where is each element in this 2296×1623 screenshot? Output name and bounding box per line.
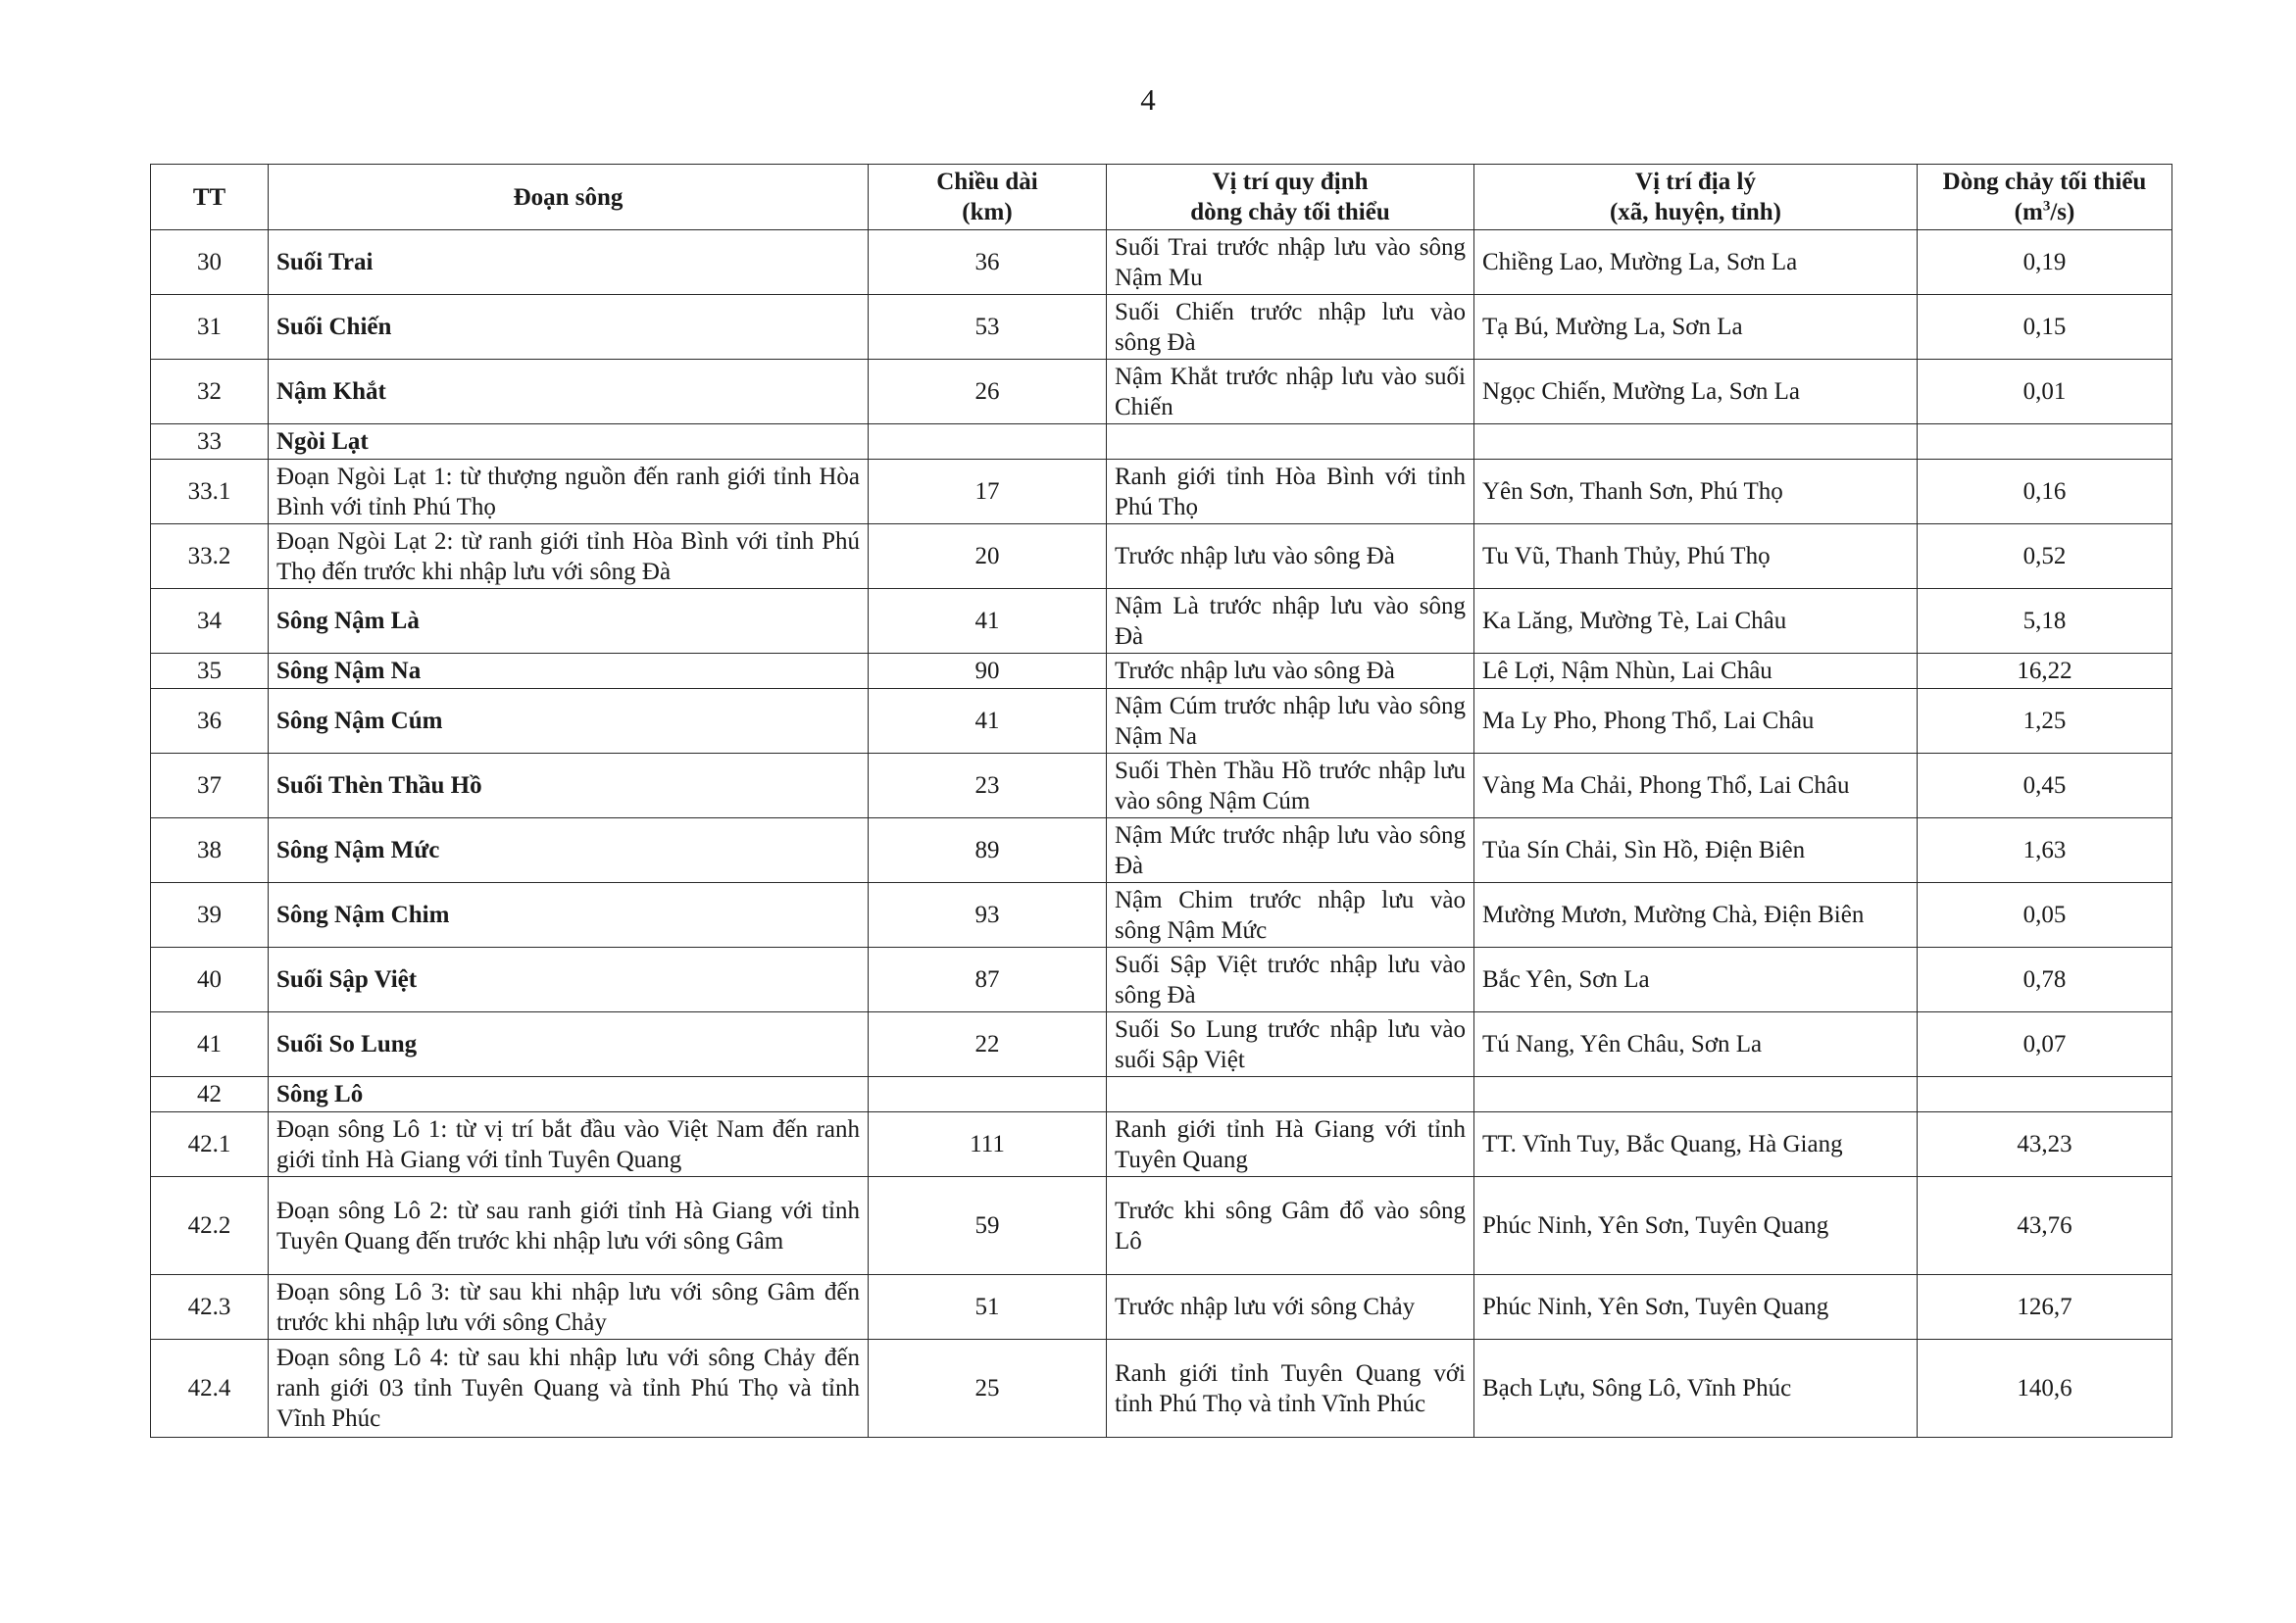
cell-location: Ngọc Chiến, Mường La, Sơn La — [1474, 360, 1918, 424]
header-location — [1474, 165, 1918, 230]
cell-segment: Sông Nậm Cúm — [269, 689, 869, 754]
table-row — [151, 295, 2172, 360]
cell-length: 20 — [869, 524, 1107, 589]
cell-position: Nậm Chim trước nhập lưu vào sông Nậm Mức — [1107, 883, 1474, 948]
cell-flow: 0,52 — [1918, 524, 2172, 589]
cell-flow: 140,6 — [1918, 1340, 2172, 1438]
table-row — [151, 948, 2172, 1012]
cell-segment: Đoạn Ngòi Lạt 2: từ ranh giới tỉnh Hòa Bình với tỉnh Phú Thọ đến trước khi nhập lưu với sông Đà — [269, 524, 869, 589]
cell-tt: 42.3 — [151, 1275, 269, 1340]
cell-position: Ranh giới tỉnh Hà Giang với tỉnh Tuyên Quang — [1107, 1112, 1474, 1177]
cell-length: 90 — [869, 654, 1107, 689]
cell-position: Nậm Khắt trước nhập lưu vào suối Chiến — [1107, 360, 1474, 424]
cell-position: Trước nhập lưu với sông Chảy — [1107, 1275, 1474, 1340]
table-row — [151, 754, 2172, 818]
table-row — [151, 360, 2172, 424]
cell-tt: 39 — [151, 883, 269, 948]
header-flow-unit-tail: /s) — [2050, 199, 2075, 225]
cell-length: 89 — [869, 818, 1107, 883]
table-row — [151, 460, 2172, 524]
table-row — [151, 689, 2172, 754]
cell-location: TT. Vĩnh Tuy, Bắc Quang, Hà Giang — [1474, 1112, 1918, 1177]
cell-tt: 41 — [151, 1012, 269, 1077]
cell-flow — [1918, 424, 2172, 460]
table-row — [151, 883, 2172, 948]
header-length — [869, 165, 1107, 230]
cell-segment: Nậm Khắt — [269, 360, 869, 424]
cell-segment: Sông Lô — [269, 1077, 869, 1112]
cell-segment: Suối Sập Việt — [269, 948, 869, 1012]
cell-tt: 35 — [151, 654, 269, 689]
cell-flow: 43,23 — [1918, 1112, 2172, 1177]
cell-flow: 0,07 — [1918, 1012, 2172, 1077]
cell-segment: Đoạn sông Lô 3: từ sau khi nhập lưu với sông Gâm đến trước khi nhập lưu với sông Chảy — [269, 1275, 869, 1340]
table-row — [151, 1275, 2172, 1340]
table-row — [151, 1340, 2172, 1438]
cell-segment: Suối Trai — [269, 230, 869, 295]
cell-position: Ranh giới tỉnh Tuyên Quang với tỉnh Phú Thọ và tỉnh Vĩnh Phúc — [1107, 1340, 1474, 1438]
cell-length: 111 — [869, 1112, 1107, 1177]
cell-segment: Sông Nậm Na — [269, 654, 869, 689]
cell-location: Phúc Ninh, Yên Sơn, Tuyên Quang — [1474, 1275, 1918, 1340]
table-row — [151, 424, 2172, 460]
cell-tt: 42.4 — [151, 1340, 269, 1438]
cell-segment: Ngòi Lạt — [269, 424, 869, 460]
cell-flow: 0,15 — [1918, 295, 2172, 360]
river-min-flow-table — [150, 164, 2172, 1438]
cell-flow: 1,25 — [1918, 689, 2172, 754]
header-segment: Đoạn sông — [269, 165, 869, 230]
header-position-line2: dòng chảy tối thiểu — [1190, 199, 1390, 225]
cell-location: Bạch Lựu, Sông Lô, Vĩnh Phúc — [1474, 1340, 1918, 1438]
cell-segment: Suối Chiến — [269, 295, 869, 360]
cell-flow: 0,19 — [1918, 230, 2172, 295]
cell-segment: Sông Nậm Mức — [269, 818, 869, 883]
cell-tt: 33 — [151, 424, 269, 460]
header-location-line2: (xã, huyện, tỉnh) — [1609, 199, 1782, 225]
cell-location: Chiềng Lao, Mường La, Sơn La — [1474, 230, 1918, 295]
cell-position: Suối Chiến trước nhập lưu vào sông Đà — [1107, 295, 1474, 360]
cell-location: Tủa Sín Chải, Sìn Hồ, Điện Biên — [1474, 818, 1918, 883]
cell-tt: 37 — [151, 754, 269, 818]
cell-location — [1474, 1077, 1918, 1112]
cell-location: Lê Lợi, Nậm Nhùn, Lai Châu — [1474, 654, 1918, 689]
table-row — [151, 654, 2172, 689]
cell-tt: 31 — [151, 295, 269, 360]
cell-segment: Đoạn sông Lô 4: từ sau khi nhập lưu với sông Chảy đến ranh giới 03 tỉnh Tuyên Quang và tỉnh Phú Thọ và tỉnh Vĩnh Phúc — [269, 1340, 869, 1438]
header-length-line2: (km) — [962, 199, 1013, 225]
table-row — [151, 1012, 2172, 1077]
cell-tt: 33.2 — [151, 524, 269, 589]
cell-flow: 1,63 — [1918, 818, 2172, 883]
cell-position: Ranh giới tỉnh Hòa Bình với tỉnh Phú Thọ — [1107, 460, 1474, 524]
cell-segment: Đoạn sông Lô 1: từ vị trí bắt đầu vào Việt Nam đến ranh giới tỉnh Hà Giang với tỉnh Tuyên Quang — [269, 1112, 869, 1177]
header-flow — [1918, 165, 2172, 230]
cell-position: Nậm Cúm trước nhập lưu vào sông Nậm Na — [1107, 689, 1474, 754]
cell-length: 87 — [869, 948, 1107, 1012]
cell-flow: 0,45 — [1918, 754, 2172, 818]
cell-tt: 42.2 — [151, 1177, 269, 1275]
table-row — [151, 589, 2172, 654]
cell-position — [1107, 424, 1474, 460]
cell-location: Tú Nang, Yên Châu, Sơn La — [1474, 1012, 1918, 1077]
cell-position: Trước nhập lưu vào sông Đà — [1107, 524, 1474, 589]
cell-length — [869, 1077, 1107, 1112]
header-length-line1: Chiều dài — [936, 169, 1038, 195]
cell-location: Vàng Ma Chải, Phong Thổ, Lai Châu — [1474, 754, 1918, 818]
header-flow-line1: Dòng chảy tối thiểu — [1942, 169, 2147, 195]
cell-length: 17 — [869, 460, 1107, 524]
cell-position: Suối Thèn Thầu Hồ trước nhập lưu vào sông Nậm Cúm — [1107, 754, 1474, 818]
header-tt: TT — [151, 165, 269, 230]
cell-segment: Suối Thèn Thầu Hồ — [269, 754, 869, 818]
cell-segment: Đoạn Ngòi Lạt 1: từ thượng nguồn đến ranh giới tỉnh Hòa Bình với tỉnh Phú Thọ — [269, 460, 869, 524]
cell-length: 59 — [869, 1177, 1107, 1275]
cell-flow: 126,7 — [1918, 1275, 2172, 1340]
cell-flow: 0,78 — [1918, 948, 2172, 1012]
cell-tt: 34 — [151, 589, 269, 654]
cell-position: Suối Trai trước nhập lưu vào sông Nậm Mu — [1107, 230, 1474, 295]
cell-location: Tu Vũ, Thanh Thủy, Phú Thọ — [1474, 524, 1918, 589]
cell-segment: Suối So Lung — [269, 1012, 869, 1077]
cell-length: 25 — [869, 1340, 1107, 1438]
cell-tt: 30 — [151, 230, 269, 295]
cell-tt: 42 — [151, 1077, 269, 1112]
table-row — [151, 1177, 2172, 1275]
cell-position: Suối So Lung trước nhập lưu vào suối Sập Việt — [1107, 1012, 1474, 1077]
cell-location — [1474, 424, 1918, 460]
cell-position: Nậm Mức trước nhập lưu vào sông Đà — [1107, 818, 1474, 883]
cell-length: 51 — [869, 1275, 1107, 1340]
cell-position — [1107, 1077, 1474, 1112]
cell-tt: 38 — [151, 818, 269, 883]
cell-tt: 32 — [151, 360, 269, 424]
header-position-line1: Vị trí quy định — [1212, 169, 1369, 195]
cell-length: 22 — [869, 1012, 1107, 1077]
cell-location: Ma Ly Pho, Phong Thổ, Lai Châu — [1474, 689, 1918, 754]
table-body — [151, 230, 2172, 1438]
cell-position: Nậm Là trước nhập lưu vào sông Đà — [1107, 589, 1474, 654]
table-row — [151, 818, 2172, 883]
cell-location: Phúc Ninh, Yên Sơn, Tuyên Quang — [1474, 1177, 1918, 1275]
cell-position: Trước khi sông Gâm đổ vào sông Lô — [1107, 1177, 1474, 1275]
header-flow-unit-base: (m — [2014, 199, 2043, 225]
table-row — [151, 524, 2172, 589]
cell-flow: 0,16 — [1918, 460, 2172, 524]
cell-flow: 43,76 — [1918, 1177, 2172, 1275]
cell-position: Trước nhập lưu vào sông Đà — [1107, 654, 1474, 689]
table-row — [151, 230, 2172, 295]
header-flow-unit-sup: 3 — [2042, 198, 2051, 215]
cell-location: Bắc Yên, Sơn La — [1474, 948, 1918, 1012]
cell-length: 41 — [869, 589, 1107, 654]
cell-tt: 40 — [151, 948, 269, 1012]
cell-location: Yên Sơn, Thanh Sơn, Phú Thọ — [1474, 460, 1918, 524]
cell-flow: 16,22 — [1918, 654, 2172, 689]
table-row — [151, 1077, 2172, 1112]
cell-length — [869, 424, 1107, 460]
cell-segment: Sông Nậm Là — [269, 589, 869, 654]
table-header-row — [151, 165, 2172, 230]
header-position — [1107, 165, 1474, 230]
header-flow-unit — [2015, 199, 2075, 225]
cell-length: 53 — [869, 295, 1107, 360]
cell-segment: Đoạn sông Lô 2: từ sau ranh giới tỉnh Hà Giang với tỉnh Tuyên Quang đến trước khi nhập lưu với sông Gâm — [269, 1177, 869, 1275]
cell-tt: 36 — [151, 689, 269, 754]
cell-flow: 0,01 — [1918, 360, 2172, 424]
cell-length: 23 — [869, 754, 1107, 818]
cell-flow — [1918, 1077, 2172, 1112]
cell-location: Tạ Bú, Mường La, Sơn La — [1474, 295, 1918, 360]
cell-flow: 5,18 — [1918, 589, 2172, 654]
cell-tt: 33.1 — [151, 460, 269, 524]
cell-flow: 0,05 — [1918, 883, 2172, 948]
cell-segment: Sông Nậm Chim — [269, 883, 869, 948]
page-number: 4 — [1140, 82, 1156, 117]
header-location-line1: Vị trí địa lý — [1635, 169, 1756, 195]
cell-tt: 42.1 — [151, 1112, 269, 1177]
cell-length: 93 — [869, 883, 1107, 948]
cell-length: 26 — [869, 360, 1107, 424]
cell-location: Mường Mươn, Mường Chà, Điện Biên — [1474, 883, 1918, 948]
cell-length: 36 — [869, 230, 1107, 295]
table-row — [151, 1112, 2172, 1177]
cell-position: Suối Sập Việt trước nhập lưu vào sông Đà — [1107, 948, 1474, 1012]
cell-location: Ka Lăng, Mường Tè, Lai Châu — [1474, 589, 1918, 654]
cell-length: 41 — [869, 689, 1107, 754]
